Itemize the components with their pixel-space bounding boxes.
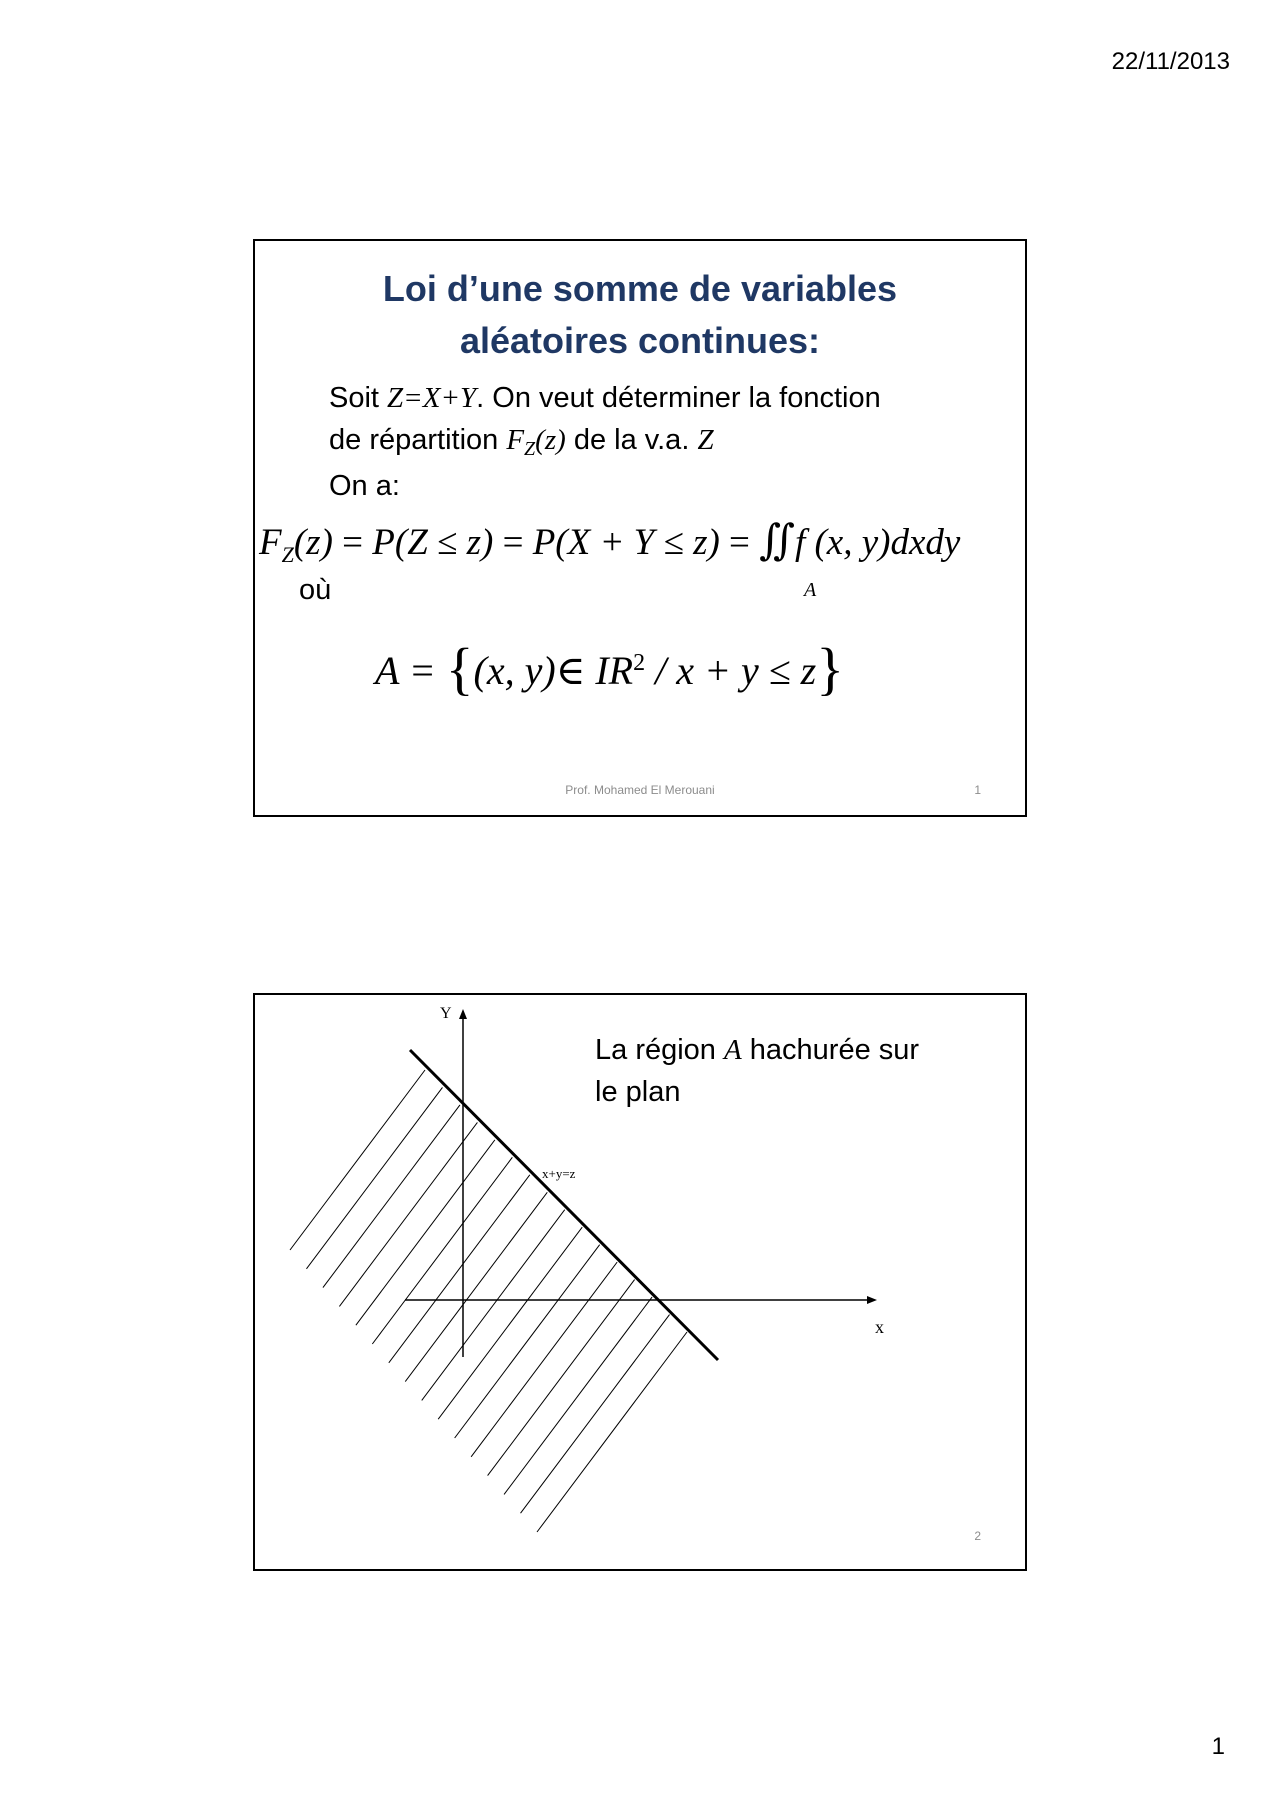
hatch-line bbox=[356, 1140, 495, 1325]
slide-2 bbox=[253, 993, 1027, 1571]
math-f-arg: (z) bbox=[535, 424, 566, 456]
eq2-element-of: ∈ bbox=[555, 648, 596, 693]
eq1-integrand: f (x, y)dxdy bbox=[794, 522, 961, 563]
hatch-line bbox=[488, 1280, 635, 1476]
hatch-line bbox=[372, 1157, 512, 1344]
x-axis-arrow bbox=[867, 1296, 877, 1304]
y-axis-label: Y bbox=[440, 1005, 452, 1022]
region-caption bbox=[595, 1029, 975, 1113]
math-f: F bbox=[506, 424, 525, 456]
title-line-2: aléatoires continues: bbox=[459, 320, 821, 361]
integral-domain-label: A bbox=[804, 579, 817, 601]
slide-footer-author: Prof. Mohamed El Merouani bbox=[565, 783, 715, 797]
hatch-line bbox=[504, 1297, 652, 1494]
eq1-lhs-sub: Z bbox=[281, 542, 294, 567]
intro-text-va: de la v.a. bbox=[565, 424, 698, 456]
hatch-line bbox=[422, 1210, 565, 1401]
hatch-line bbox=[389, 1175, 530, 1363]
math-z-sum: Z=X+Y bbox=[387, 382, 477, 414]
hatch-line bbox=[438, 1227, 582, 1419]
math-z: Z bbox=[697, 424, 714, 456]
slide-2-number: 2 bbox=[974, 1529, 981, 1543]
page-number: 1 bbox=[1211, 1733, 1225, 1760]
x-axis-label: x bbox=[875, 1317, 884, 1337]
caption-line-1 bbox=[595, 1029, 975, 1071]
equation-region-a bbox=[375, 633, 844, 701]
eq1-prob-xy: P(X + Y ≤ z) bbox=[532, 522, 720, 563]
hatch-line bbox=[521, 1315, 670, 1514]
slide-1-number: 1 bbox=[974, 783, 981, 797]
eq2-pair: (x, y) bbox=[473, 648, 556, 693]
page-date: 22/11/2013 bbox=[1111, 48, 1230, 75]
eq1-equals-1: = bbox=[332, 522, 373, 563]
intro-text-soit: Soit bbox=[329, 382, 388, 414]
caption-text-2: hachurée sur bbox=[741, 1034, 920, 1066]
slide-1 bbox=[253, 239, 1027, 817]
eq2-set: IR bbox=[595, 648, 634, 693]
hatch-line bbox=[339, 1122, 477, 1306]
eq1-lhs: F bbox=[259, 522, 282, 563]
math-f-sub: Z bbox=[524, 438, 536, 460]
y-axis-arrow bbox=[459, 1009, 467, 1019]
caption-text-1: La région bbox=[595, 1034, 724, 1066]
eq2-set-exponent: 2 bbox=[633, 650, 646, 676]
intro-text-repartition: de répartition bbox=[329, 424, 507, 456]
eq2-lhs: A = bbox=[375, 648, 446, 693]
hatch-line bbox=[405, 1192, 547, 1381]
eq1-equals-3: = bbox=[719, 522, 760, 563]
intro-paragraph bbox=[329, 377, 881, 470]
intro-line-1 bbox=[329, 377, 881, 419]
line-equation-label: x+y=z bbox=[542, 1166, 576, 1181]
hatch-line bbox=[323, 1105, 460, 1288]
caption-line-2: le plan bbox=[595, 1076, 681, 1108]
eq1-prob-z: P(Z ≤ z) bbox=[372, 522, 494, 563]
hatch-line bbox=[290, 1070, 425, 1250]
ou-text: où bbox=[299, 574, 332, 606]
eq2-brace-close: } bbox=[816, 636, 845, 701]
hatch-line bbox=[537, 1332, 687, 1532]
title-line-1: Loi d’une somme de variables bbox=[382, 268, 898, 309]
hatch-line bbox=[306, 1087, 442, 1268]
hatch-line bbox=[471, 1262, 617, 1457]
eq2-condition: / x + y ≤ z bbox=[645, 648, 817, 693]
double-integral-symbol: ∬ bbox=[759, 518, 795, 564]
caption-math-a: A bbox=[724, 1034, 742, 1066]
eq1-equals-2: = bbox=[493, 522, 533, 563]
equation-distribution bbox=[259, 519, 960, 577]
slide-title bbox=[255, 263, 1025, 367]
intro-text-goal: . On veut déterminer la fonction bbox=[476, 382, 881, 414]
hatch-lines bbox=[290, 1070, 687, 1532]
intro-line-2 bbox=[329, 419, 881, 470]
hatch-line bbox=[455, 1245, 600, 1438]
eq1-lhs-arg: (z) bbox=[293, 522, 333, 563]
on-a-text: On a: bbox=[329, 470, 400, 502]
eq2-brace-open: { bbox=[445, 636, 474, 701]
